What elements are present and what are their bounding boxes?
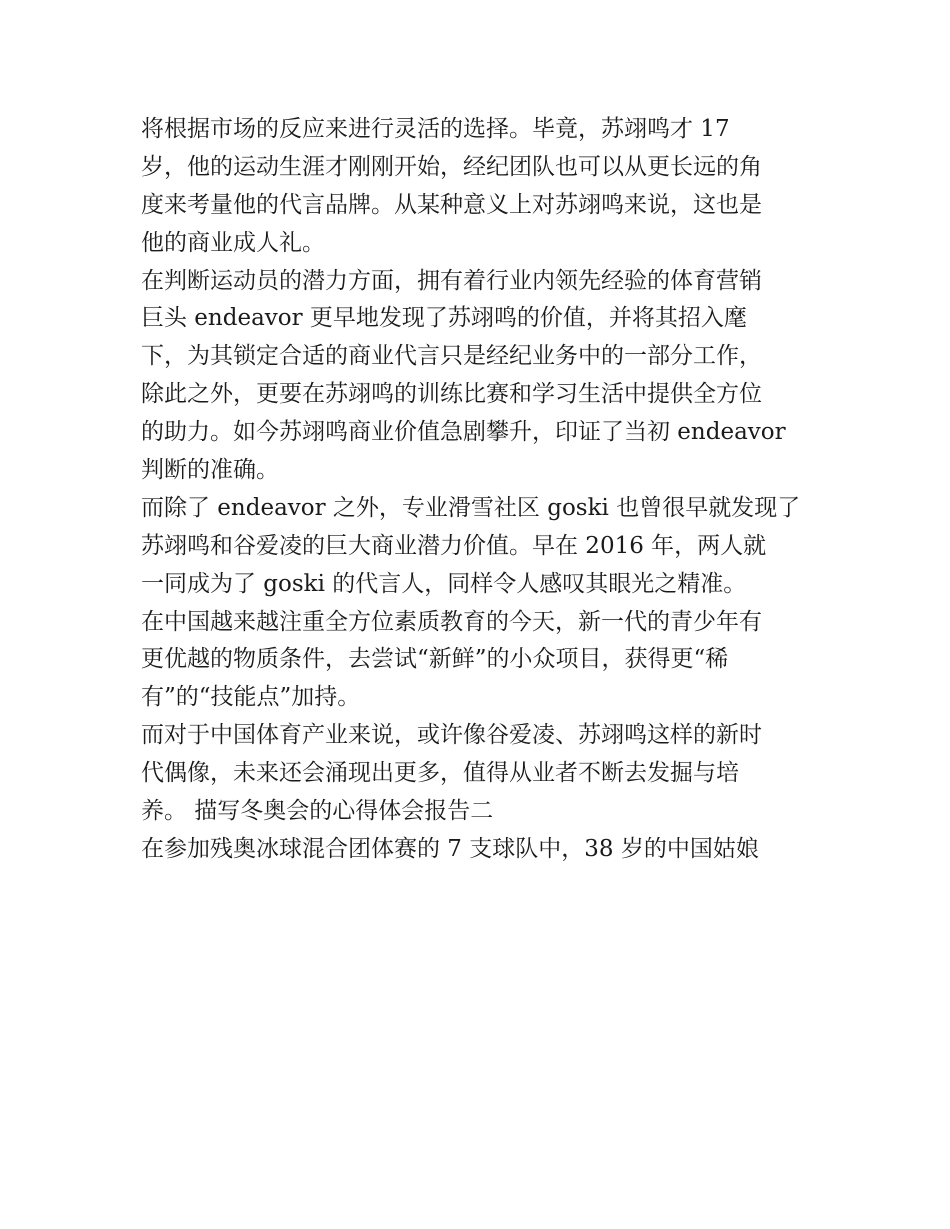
text-line: 度来考量他的代言品牌。从某种意义上对苏翊鸣来说，这也是 bbox=[141, 191, 762, 218]
text-line: 养。 描写冬奥会的心得体会报告二 bbox=[141, 798, 494, 825]
text-line: 更优越的物质条件，去尝试“新鲜”的小众项目，获得更“稀 bbox=[141, 646, 729, 673]
paragraph bbox=[141, 263, 821, 490]
paragraph bbox=[141, 490, 821, 604]
text-line: 有”的“技能点”加持。 bbox=[141, 684, 361, 711]
text-line: 巨头 endeavor 更早地发现了苏翊鸣的价值，并将其招入麾 bbox=[141, 305, 747, 332]
text-line: 除此之外，更要在苏翊鸣的训练比赛和学习生活中提供全方位 bbox=[141, 381, 762, 408]
paragraph bbox=[141, 717, 821, 831]
document-body bbox=[141, 111, 821, 869]
text-line: 将根据市场的反应来进行灵活的选择。毕竟，苏翊鸣才 17 bbox=[141, 116, 730, 142]
text-line: 在判断运动员的潜力方面，拥有着行业内领先经验的体育营销 bbox=[141, 267, 762, 294]
paragraph bbox=[141, 111, 821, 263]
text-line: 在参加残奥冰球混合团体赛的 7 支球队中，38 岁的中国姑娘 bbox=[141, 835, 759, 862]
text-line: 苏翊鸣和谷爱凌的巨大商业潜力价值。早在 2016 年，两人就 bbox=[141, 532, 767, 559]
text-line: 的助力。如今苏翊鸣商业价值急剧攀升，印证了当初 endeavor bbox=[141, 419, 786, 446]
paragraph bbox=[141, 604, 821, 718]
text-line: 岁，他的运动生涯才刚刚开始，经纪团队也可以从更长远的角 bbox=[141, 153, 762, 180]
text-line: 他的商业成人礼。 bbox=[141, 229, 325, 256]
text-line: 而对于中国体育产业来说，或许像谷爱凌、苏翊鸣这样的新时 bbox=[141, 722, 762, 749]
text-line: 代偶像，未来还会涌现出更多，值得从业者不断去发掘与培 bbox=[141, 760, 739, 787]
paragraph bbox=[141, 831, 821, 869]
text-line: 判断的准确。 bbox=[141, 457, 279, 484]
text-line: 在中国越来越注重全方位素质教育的今天，新一代的青少年有 bbox=[141, 608, 762, 635]
text-line: 而除了 endeavor 之外，专业滑雪社区 goski 也曾很早就发现了 bbox=[141, 494, 801, 521]
text-line: 下，为其锁定合适的商业代言只是经纪业务中的一部分工作， bbox=[141, 343, 762, 370]
text-line: 一同成为了 goski 的代言人，同样令人感叹其眼光之精准。 bbox=[141, 570, 747, 597]
